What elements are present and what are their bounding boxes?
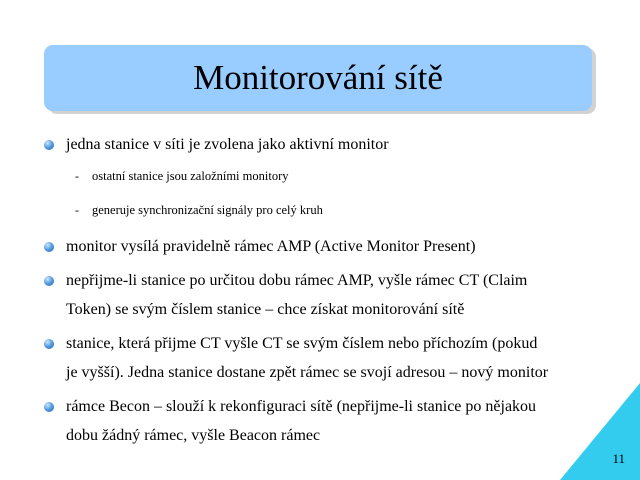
bullet-icon [44,242,54,252]
bullet-list [44,130,604,450]
sub-bullet-item [44,159,604,193]
bullet-icon [44,339,54,349]
bullet-item [44,130,604,159]
corner-accent [560,383,640,480]
bullet-item [44,266,604,295]
bullet-icon [44,276,54,286]
bullet-continuation [44,295,604,324]
bullet-text-line: stanice, která přijme CT vyšle CT se svým číslem nebo příchozím (pokud [66,335,538,352]
bullet-text-line: nepřijme-li stanice po určitou dobu rámec AMP, vyšle rámec CT (Claim [66,272,528,289]
bullet-text: jedna stanice v síti je zvolena jako aktivní monitor [66,136,389,153]
bullet-continuation [44,421,604,450]
dash-icon: - [75,169,79,183]
bullet-text-line: je vyšší). Jedna stanice dostane zpět rámec se svojí adresou – nový monitor [66,364,549,381]
bullet-text-line: Token) se svým číslem stanice – chce získat monitorování sítě [66,301,465,318]
bullet-icon [44,140,54,150]
bullet-icon [44,402,54,412]
title-box [44,45,592,111]
slide-title: Monitorování sítě [193,58,443,97]
dash-icon: - [75,203,79,217]
bullet-text-line: rámce Becon – slouží k rekonfiguraci sítě (nepřijme-li stanice po nějakou [66,398,537,415]
bullet-continuation [44,358,604,387]
bullet-item [44,392,604,421]
bullet-text-line: dobu žádný rámec, vyšle Beacon rámec [66,427,321,444]
sub-bullet-text: generuje synchronizační signály pro celý kruh [92,203,323,217]
sub-bullet-text: ostatní stanice jsou založními monitory [92,169,289,183]
bullet-item [44,232,604,261]
bullet-item [44,329,604,358]
page-number: 11 [612,451,625,466]
sub-bullet-item [44,193,604,227]
bullet-text: monitor vysílá pravidelně rámec AMP (Active Monitor Present) [66,238,476,255]
